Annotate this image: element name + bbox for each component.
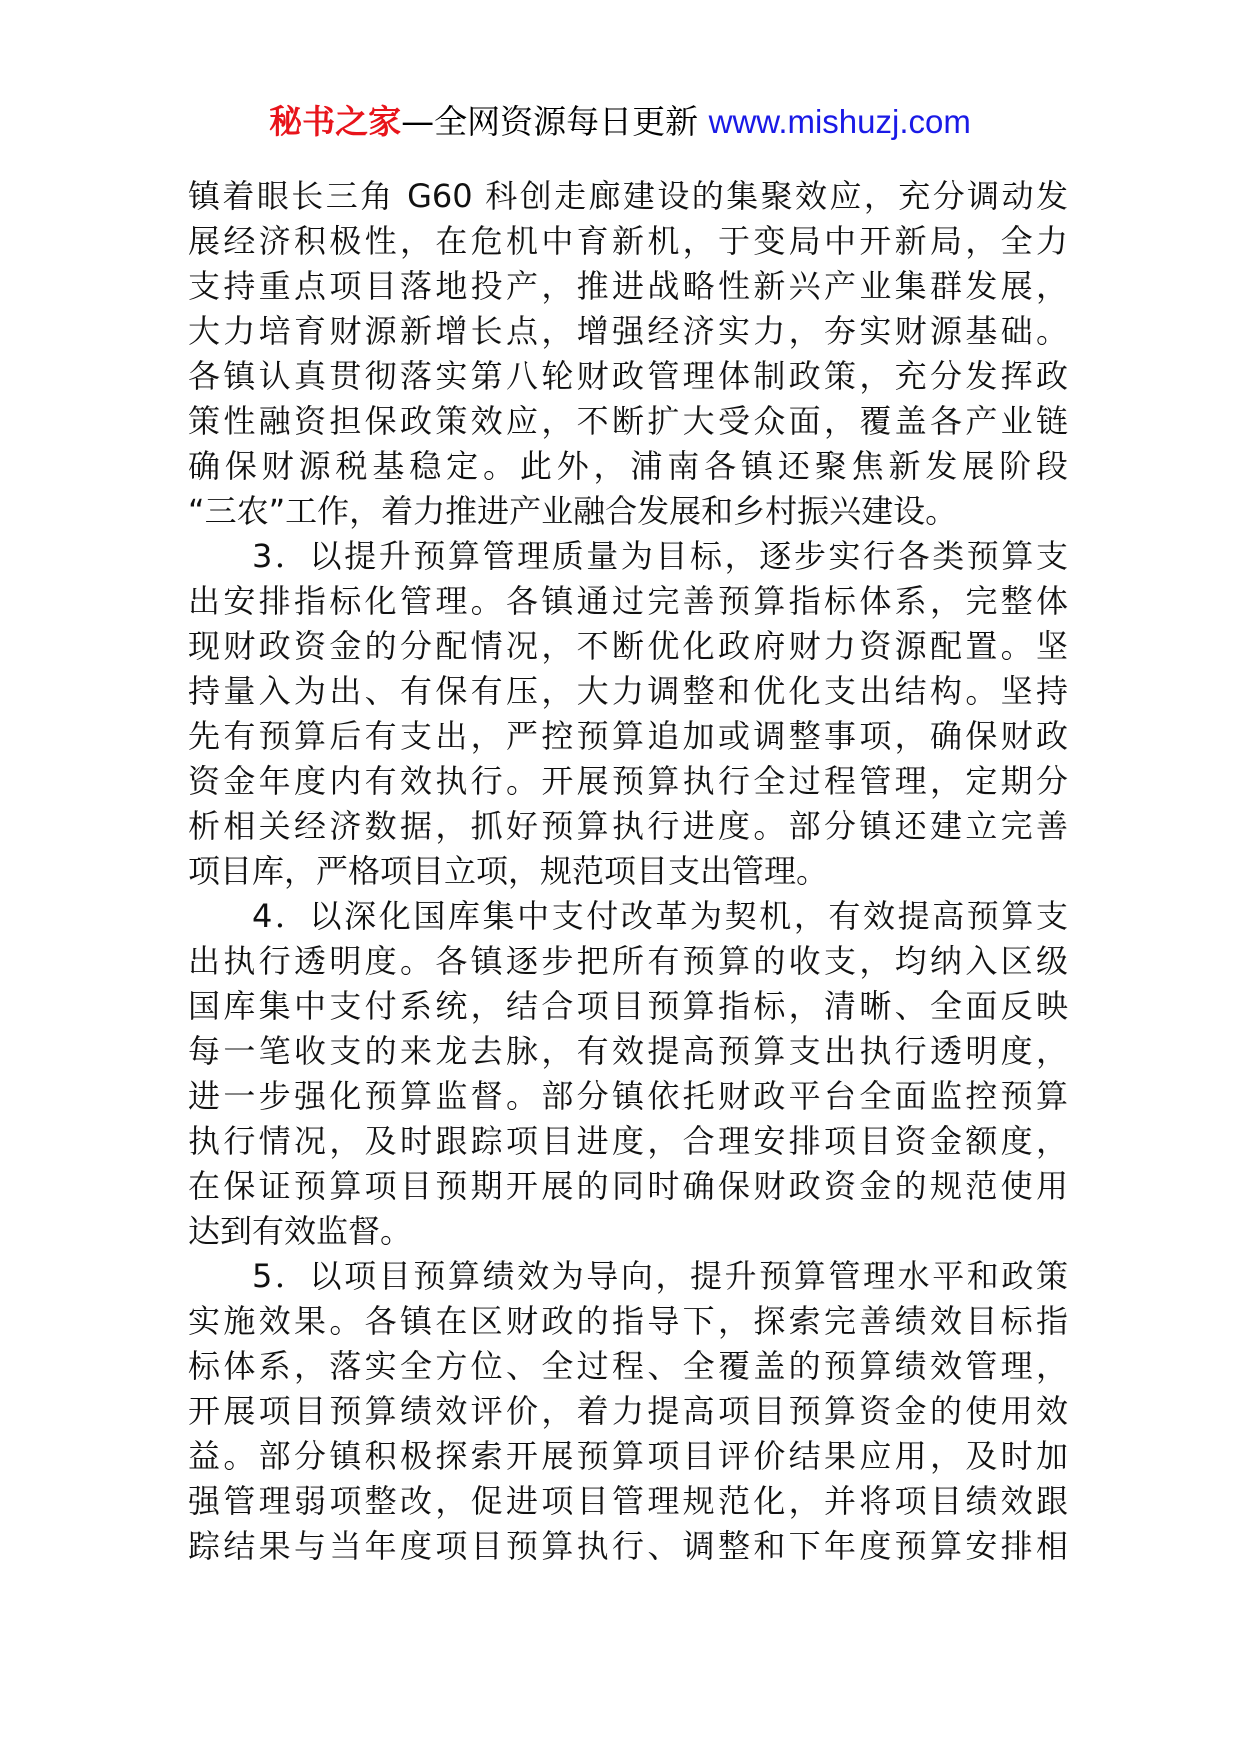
text-line: 确保财源税基稳定。此外，浦南各镇还聚焦新发展阶段 (188, 447, 1068, 485)
text-line: 踪结果与当年度项目预算执行、调整和下年度预算安排相 (188, 1527, 1068, 1565)
text-line: 项目库，严格项目立项，规范项目支出管理。 (188, 852, 829, 890)
text-line: 每一笔收支的来龙去脉，有效提高预算支出执行透明度， (188, 1032, 1068, 1070)
text-line: 先有预算后有支出，严控预算追加或调整事项，确保财政 (188, 717, 1068, 755)
site-url-link[interactable]: www.mishuzj.com (708, 103, 971, 140)
text-line: 各镇认真贯彻落实第八轮财政管理体制政策，充分发挥政 (188, 357, 1068, 395)
text-line: 支持重点项目落地投产，推进战略性新兴产业集群发展， (188, 267, 1068, 305)
text-line: 展经济积极性，在危机中育新机，于变局中开新局，全力 (188, 222, 1068, 260)
text-line: 出执行透明度。各镇逐步把所有预算的收支，均纳入区级 (188, 942, 1068, 980)
paragraph-5-heading-line: 5．以项目预算绩效为导向，提升预算管理水平和政策 (252, 1257, 1068, 1295)
text-line: 益。部分镇积极探索开展预算项目评价结果应用，及时加 (188, 1437, 1068, 1475)
text-line: 国库集中支付系统，结合项目预算指标，清晰、全面反映 (188, 987, 1068, 1025)
page-header (0, 100, 1240, 144)
body-text (188, 174, 1068, 1569)
text-line: 实施效果。各镇在区财政的指导下，探索完善绩效目标指 (188, 1302, 1068, 1340)
text-line: 策性融资担保政策效应，不断扩大受众面，覆盖各产业链 (188, 402, 1068, 440)
text-line: 在保证预算项目预期开展的同时确保财政资金的规范使用 (188, 1167, 1068, 1205)
text-line: 大力培育财源新增长点，增强经济实力，夯实财源基础。 (188, 312, 1068, 350)
text-line: 开展项目预算绩效评价，着力提高项目预算资金的使用效 (188, 1392, 1068, 1430)
text-line: 镇着眼长三角 G60 科创走廊建设的集聚效应，充分调动发 (188, 177, 1068, 215)
text-line: 达到有效监督。 (188, 1212, 413, 1250)
text-line: 强管理弱项整改，促进项目管理规范化，并将项目绩效跟 (188, 1482, 1068, 1520)
text-line: 标体系，落实全方位、全过程、全覆盖的预算绩效管理， (188, 1347, 1068, 1385)
paragraph-4-heading-line: 4．以深化国库集中支付改革为契机，有效提高预算支 (252, 897, 1068, 935)
paragraph-3-heading-line: 3．以提升预算管理质量为目标，逐步实行各类预算支 (252, 537, 1068, 575)
header-tagline: —全网资源每日更新 (401, 102, 709, 141)
text-line: 进一步强化预算监督。部分镇依托财政平台全面监控预算 (188, 1077, 1068, 1115)
brand-name: 秘书之家 (269, 102, 402, 141)
text-line: “三农”工作，着力推进产业融合发展和乡村振兴建设。 (188, 492, 958, 530)
text-line: 持量入为出、有保有压，大力调整和优化支出结构。坚持 (188, 672, 1068, 710)
text-line: 执行情况，及时跟踪项目进度，合理安排项目资金额度， (188, 1122, 1068, 1160)
text-line: 析相关经济数据，抓好预算执行进度。部分镇还建立完善 (188, 807, 1068, 845)
text-line: 出安排指标化管理。各镇通过完善预算指标体系，完整体 (188, 582, 1068, 620)
text-line: 现财政资金的分配情况，不断优化政府财力资源配置。坚 (188, 627, 1068, 665)
text-line: 资金年度内有效执行。开展预算执行全过程管理，定期分 (188, 762, 1068, 800)
